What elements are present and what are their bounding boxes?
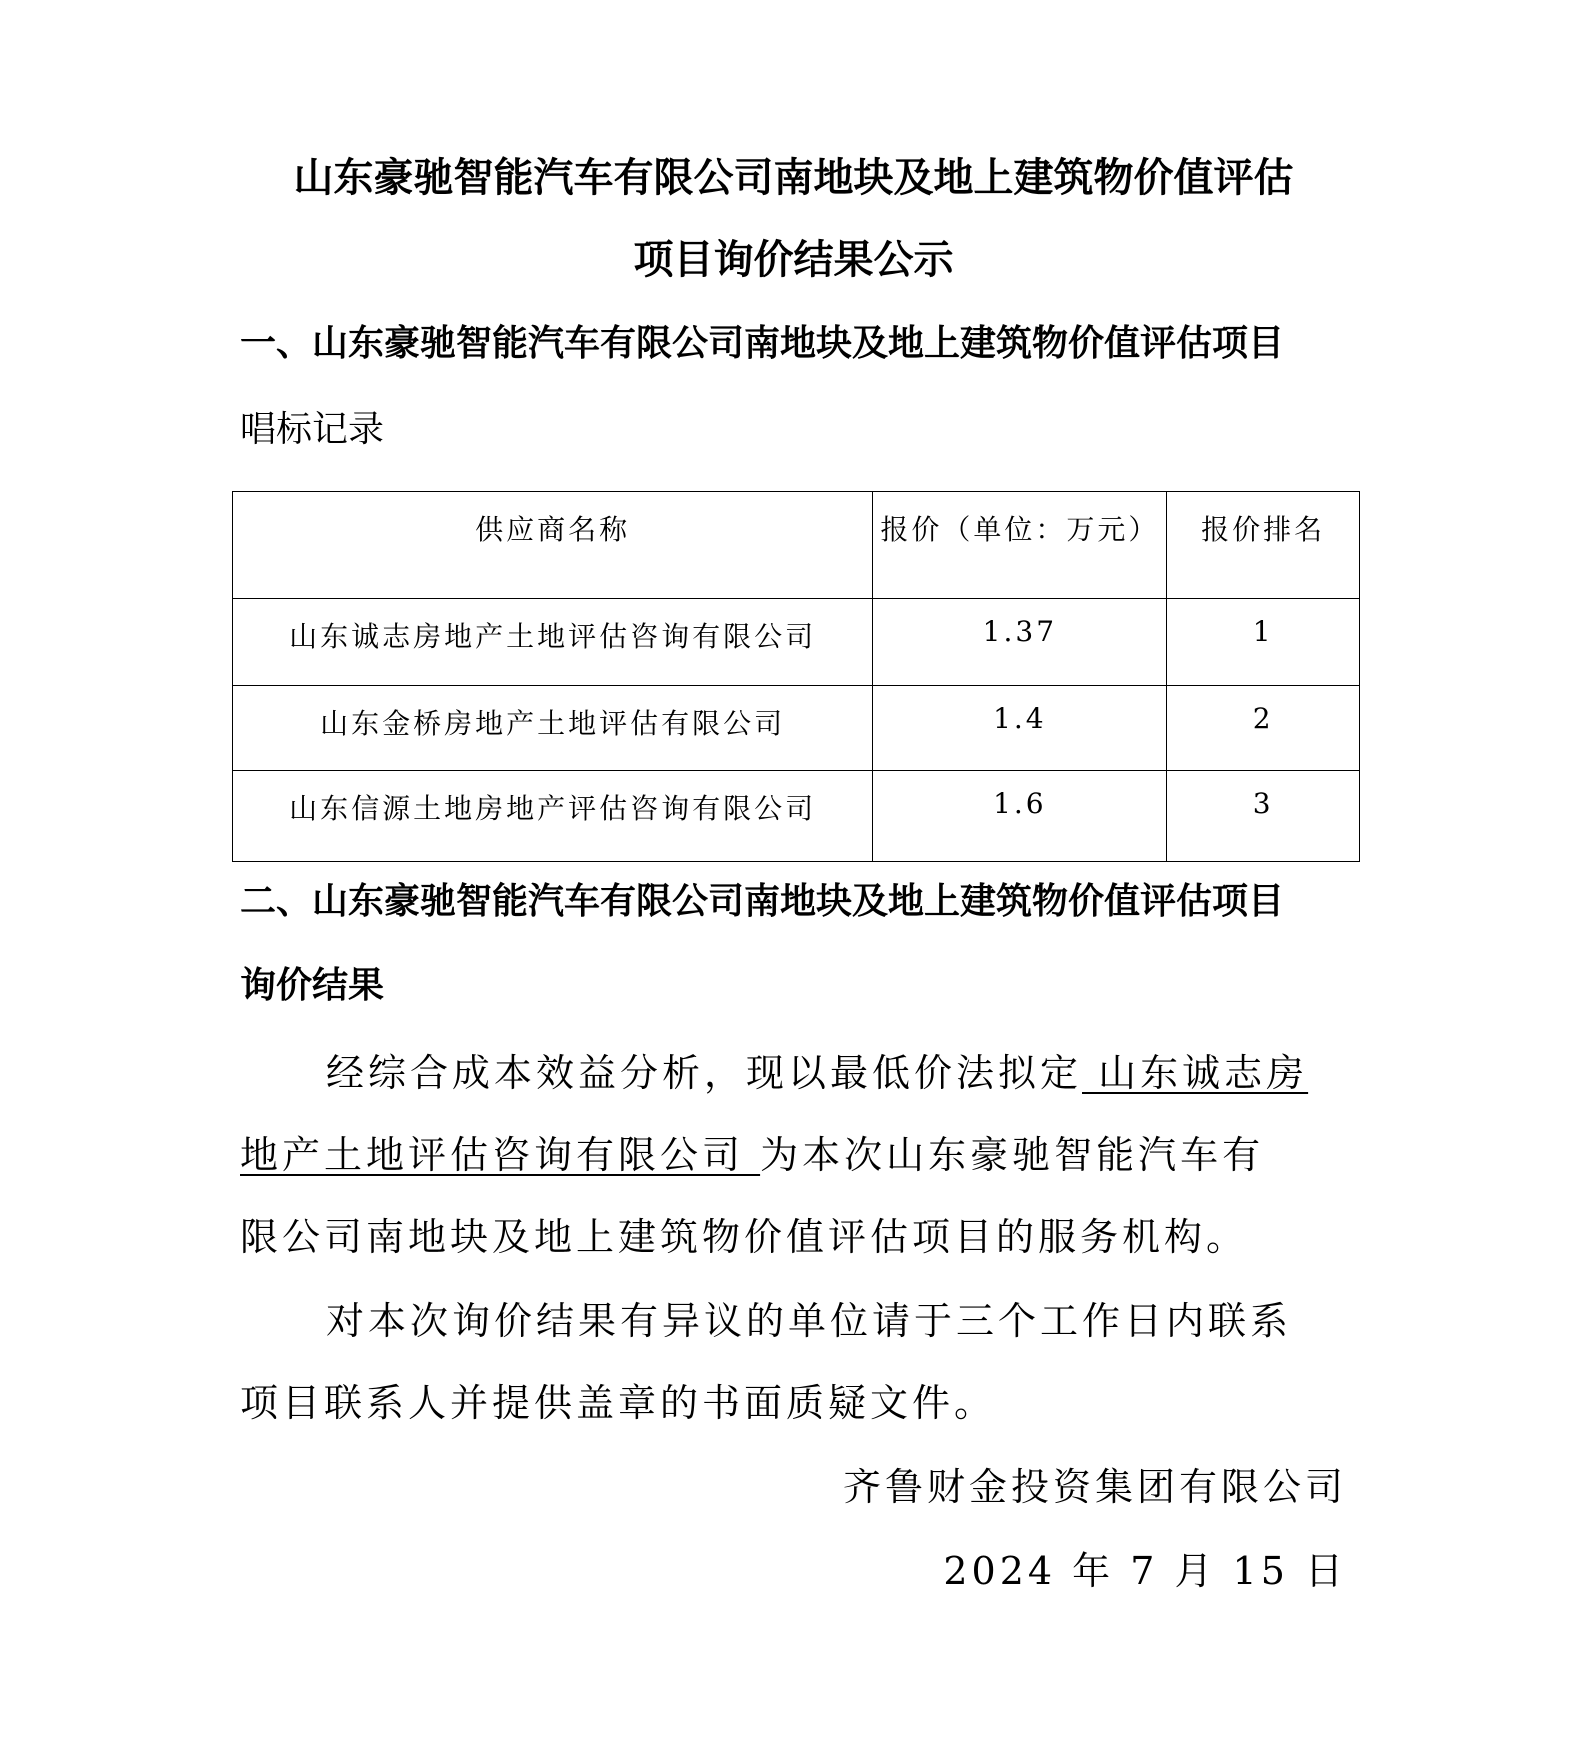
section2-heading-line2: 询价结果 (240, 965, 385, 1006)
document-title-line1: 山东豪驰智能汽车有限公司南地块及地上建筑物价值评估 (293, 155, 1294, 201)
table-row (233, 599, 1360, 686)
cell-rank: 1 (1167, 599, 1360, 686)
cell-rank: 3 (1167, 771, 1360, 862)
cell-supplier-name: 山东信源土地房地产评估咨询有限公司 (233, 771, 873, 862)
header-supplier-name: 供应商名称 (233, 492, 873, 599)
header-rank: 报价排名 (1167, 492, 1360, 599)
cell-supplier-name: 山东诚志房地产土地评估咨询有限公司 (233, 599, 873, 686)
paragraph1-line2 (240, 1132, 1350, 1178)
section1-heading-line2: 唱标记录 (240, 409, 385, 450)
selected-agency-part2: 地产土地评估咨询有限公司 (240, 1133, 761, 1177)
cell-rank: 2 (1167, 686, 1360, 771)
table-row (233, 686, 1360, 771)
section2-heading-line1: 二、山东豪驰智能汽车有限公司南地块及地上建筑物价值评估项目 (240, 881, 1285, 922)
selected-agency-part1: 山东诚志房 (1082, 1051, 1309, 1095)
header-quote: 报价（单位：万元） (873, 492, 1167, 599)
cell-quote: 1.4 (873, 686, 1167, 771)
document-title-line2: 项目询价结果公示 (633, 237, 954, 283)
signature-date: 2024 年 7 月 15 日 (943, 1549, 1347, 1593)
table-row (233, 771, 1360, 862)
cell-quote: 1.37 (873, 599, 1167, 686)
paragraph1-line2-suffix: 为本次山东豪驰智能汽车有 (760, 1133, 1265, 1177)
signature-organization: 齐鲁财金投资集团有限公司 (842, 1465, 1347, 1509)
cell-supplier-name: 山东金桥房地产土地评估有限公司 (233, 686, 873, 771)
table-header-row (233, 492, 1360, 599)
section1-heading-line1: 一、山东豪驰智能汽车有限公司南地块及地上建筑物价值评估项目 (240, 323, 1285, 364)
cell-quote: 1.6 (873, 771, 1167, 862)
paragraph1-line1 (326, 1050, 1436, 1096)
paragraph2-line2: 项目联系人并提供盖章的书面质疑文件。 (240, 1381, 997, 1425)
bid-table (232, 491, 1360, 862)
paragraph1-line3: 限公司南地块及地上建筑物价值评估项目的服务机构。 (240, 1215, 1249, 1259)
paragraph1-line1-prefix: 经综合成本效益分析，现以最低价法拟定 (326, 1051, 1083, 1095)
paragraph2-line1: 对本次询价结果有异议的单位请于三个工作日内联系 (326, 1299, 1293, 1343)
